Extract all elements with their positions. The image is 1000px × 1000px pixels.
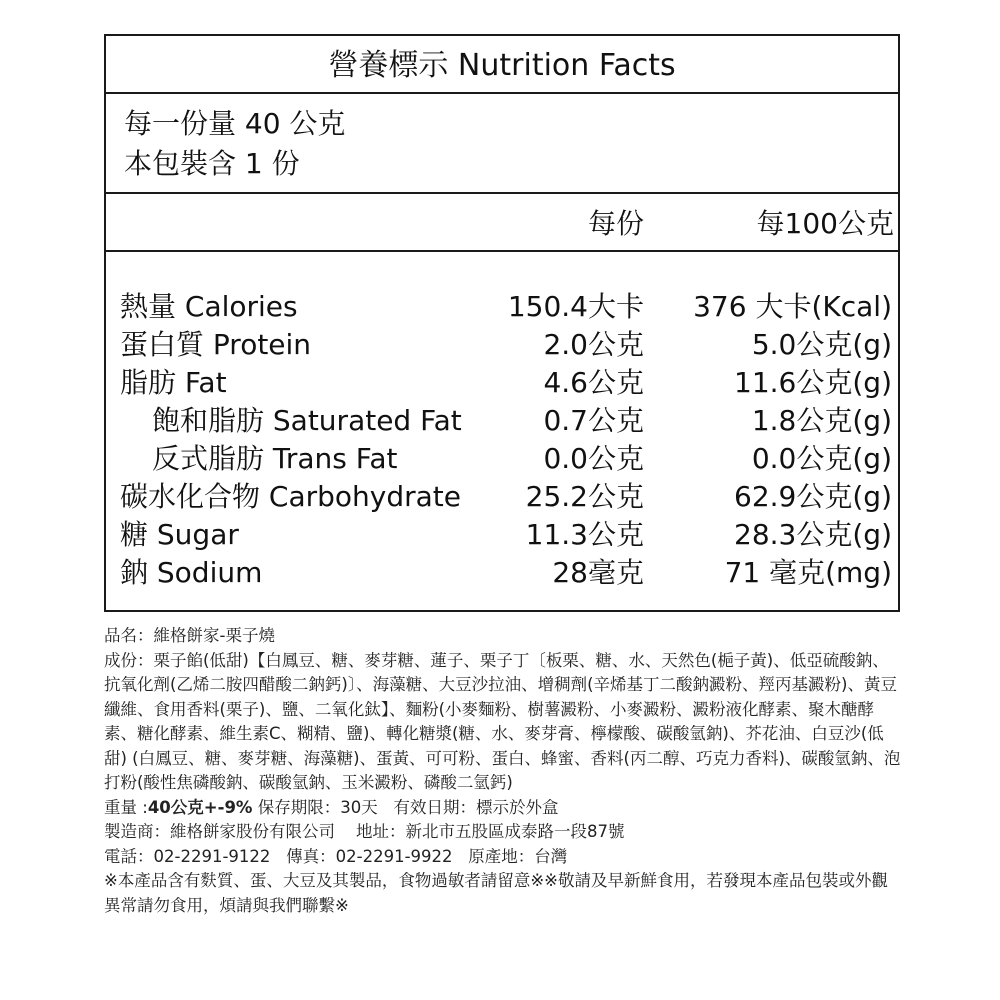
per-serving-value: 25.2公克 <box>525 480 644 513</box>
fax: 傳真：02-2291-9922 <box>286 846 453 866</box>
per-serving-value: 28毫克 <box>552 556 644 589</box>
nutrient-row-calories <box>106 288 898 326</box>
nutrient-row-sugar <box>106 516 898 554</box>
per-serving-value: 0.7公克 <box>543 404 644 437</box>
per-100g-value: 5.0公克(g) <box>751 328 892 361</box>
product-name: 品名：維格餅家-栗子燒 <box>104 626 275 645</box>
per-serving-value: 0.0公克 <box>543 442 644 475</box>
nutrient-label: 熱量 Calories <box>120 290 298 323</box>
per-100g-value: 62.9公克(g) <box>734 480 892 513</box>
column-header-per-100g: 每100公克 <box>756 207 894 240</box>
per-100g-value: 376 大卡(Kcal) <box>693 290 892 323</box>
divider <box>106 92 898 94</box>
nutrient-row-sodium <box>106 554 898 592</box>
divider <box>106 250 898 252</box>
nutrient-label: 鈉 Sodium <box>120 556 263 589</box>
nutrient-rows <box>106 288 898 592</box>
servings-per-package: 本包裝含 1 份 <box>124 147 300 180</box>
nutrient-label: 飽和脂肪 Saturated Fat <box>152 404 462 437</box>
nutrition-facts-panel <box>104 34 900 612</box>
nutrient-label: 糖 Sugar <box>120 518 239 551</box>
address: 地址：新北市五股區成泰路一段87號 <box>355 822 625 841</box>
product-info <box>104 624 904 918</box>
column-header-per-serving: 每份 <box>587 207 644 240</box>
nutrient-row-carbohydrate <box>106 478 898 516</box>
contact-line <box>104 845 904 870</box>
origin: 原產地：台灣 <box>468 846 568 866</box>
weight-line <box>104 796 904 821</box>
per-serving-value: 2.0公克 <box>543 328 644 361</box>
nutrient-label: 反式脂肪 Trans Fat <box>152 442 398 475</box>
nutrient-row-protein <box>106 326 898 364</box>
manufacturer: 製造商：維格餅家股份有限公司 <box>104 822 335 841</box>
phone: 電話：02-2291-9122 <box>104 846 271 866</box>
serving-size: 每一份量 40 公克 <box>124 107 346 140</box>
per-100g-value: 71 毫克(mg) <box>724 556 892 589</box>
shelf-life: 保存期限：30天 <box>257 797 378 817</box>
per-100g-value: 1.8公克(g) <box>751 404 892 437</box>
per-serving-value: 11.3公克 <box>525 518 644 551</box>
per-100g-value: 28.3公克(g) <box>734 518 892 551</box>
nutrition-title: 營養標示 Nutrition Facts <box>328 48 676 83</box>
per-serving-value: 4.6公克 <box>543 366 644 399</box>
per-100g-value: 0.0公克(g) <box>751 442 892 475</box>
per-100g-value: 11.6公克(g) <box>734 366 892 399</box>
nutrient-row-trans-fat <box>106 440 898 478</box>
weight-value: 40公克+-9% <box>147 797 253 817</box>
ingredients-list: 成份：栗子餡(低甜)【白鳳豆、糖、麥芽糖、蓮子、栗子丁〔板栗、糖、水、天然色(梔子黃)、低亞硫酸鈉、抗氧化劑(乙烯二胺四醋酸二鈉鈣)〕、海藻糖、大豆沙拉油、增稠劑(辛烯基丁二酸鈉澱粉、羥丙基澱粉)、黃豆纖維、食用香料(栗子)、鹽、二氧化鈦】、麵粉(小麥麵粉、樹薯澱粉、小麥澱粉、澱粉液化酵素、聚木醣酵素、糖化酵素、維生素C、糊精、鹽)、轉化糖漿(糖、水、麥芽膏、檸檬酸、碳酸氫鈉)、芥花油、白豆沙(低甜) (白鳳豆、糖、麥芽糖、海藻糖)、蛋黃、可可粉、蛋白、蜂蜜、香料(丙二醇、巧克力香料)、碳酸氫鈉、泡打粉(酸性焦磷酸鈉、碳酸氫鈉、玉米澱粉、磷酸二氫鈣) <box>104 650 901 792</box>
expiry-date: 有效日期：標示於外盒 <box>393 797 559 817</box>
allergen-notice: ※本產品含有麩質、蛋、大豆及其製品，食物過敏者請留意※※敬請及早新鮮食用，若發現本產品包裝或外觀異常請勿食用，煩請與我們聯繫※ <box>104 871 888 915</box>
nutrient-label: 脂肪 Fat <box>120 366 227 399</box>
divider <box>106 192 898 194</box>
nutrient-label: 碳水化合物 Carbohydrate <box>120 480 461 513</box>
nutrient-row-fat <box>106 364 898 402</box>
weight-label: 重量 : <box>104 797 148 817</box>
nutrient-label: 蛋白質 Protein <box>120 328 312 361</box>
manufacturer-line <box>104 820 904 845</box>
nutrient-row-saturated-fat <box>106 402 898 440</box>
per-serving-value: 150.4大卡 <box>507 290 644 323</box>
